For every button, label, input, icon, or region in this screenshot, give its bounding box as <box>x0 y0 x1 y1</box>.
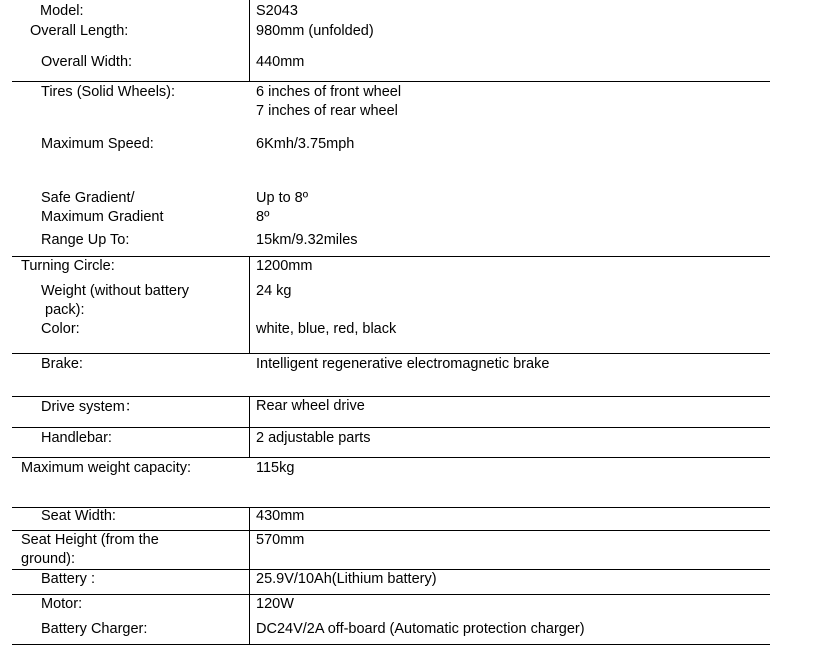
spec-label-handlebar: Handlebar: <box>41 430 112 446</box>
spec-value-motor: 120W <box>256 596 294 612</box>
row-divider <box>12 507 770 508</box>
spec-value-range: 15km/9.32miles <box>256 232 358 248</box>
row-divider <box>12 457 770 458</box>
spec-label-turning-circle: Turning Circle: <box>21 258 115 274</box>
row-divider <box>12 427 770 428</box>
row-divider <box>12 644 770 645</box>
spec-label-range: Range Up To: <box>41 232 130 248</box>
row-divider <box>12 396 770 397</box>
spec-value-tires: 6 inches of front wheel 7 inches of rear wheel <box>256 84 402 119</box>
spec-value-seat-height: 570mm <box>256 532 305 548</box>
spec-value-turning-circle: 1200mm <box>256 258 313 274</box>
spec-label-gradient: Safe Gradient/ Maximum Gradient <box>41 190 164 225</box>
column-divider <box>249 396 250 457</box>
row-divider <box>12 594 770 595</box>
spec-value-color: white, blue, red, black <box>256 321 397 337</box>
spec-label-seat-height: Seat Height (from the ground): <box>21 532 159 567</box>
spec-value-seat-width: 430mm <box>256 508 305 524</box>
spec-label-overall-width: Overall Width: <box>41 54 133 70</box>
spec-label-color: Color: <box>41 321 80 337</box>
spec-value-battery: 25.9V/10Ah(Lithium battery) <box>256 571 437 587</box>
spec-value-maximum-speed: 6Kmh/3.75mph <box>256 136 355 152</box>
spec-label-overall-length: Overall Length: <box>30 23 129 39</box>
spec-value-drive-system: Rear wheel drive <box>256 398 365 414</box>
spec-label-weight: Weight (without battery pack): <box>41 283 190 318</box>
spec-label-battery: Battery : <box>41 571 95 587</box>
column-divider <box>249 256 250 353</box>
spec-label-max-weight: Maximum weight capacity: <box>21 460 192 476</box>
row-divider <box>12 256 770 257</box>
spec-label-brake: Brake: <box>41 356 83 372</box>
spec-value-battery-charger: DC24V/2A off-board (Automatic protection charger) <box>256 621 585 637</box>
spec-label-tires: Tires (Solid Wheels): <box>41 84 176 100</box>
spec-value-overall-width: 440mm <box>256 54 305 70</box>
column-divider <box>249 0 250 81</box>
spec-value-max-weight: 115kg <box>256 460 295 476</box>
column-divider <box>249 507 250 644</box>
spec-value-gradient: Up to 8º 8º <box>256 190 309 225</box>
spec-value-weight: 24 kg <box>256 283 292 299</box>
row-divider <box>12 353 770 354</box>
spec-label-motor: Motor: <box>41 596 83 612</box>
spec-label-battery-charger: Battery Charger: <box>41 621 148 637</box>
spec-value-model: S2043 <box>256 3 298 19</box>
spec-label-model: Model: <box>40 3 84 19</box>
spec-value-brake: Intelligent regenerative electromagnetic brake <box>256 356 550 372</box>
row-divider <box>12 81 770 82</box>
spec-label-seat-width: Seat Width: <box>41 508 116 524</box>
spec-label-maximum-speed: Maximum Speed: <box>41 136 154 152</box>
spec-value-overall-length: 980mm (unfolded) <box>256 23 374 39</box>
spec-label-drive-system: Drive system： <box>41 399 140 415</box>
spec-value-handlebar: 2 adjustable parts <box>256 430 371 446</box>
